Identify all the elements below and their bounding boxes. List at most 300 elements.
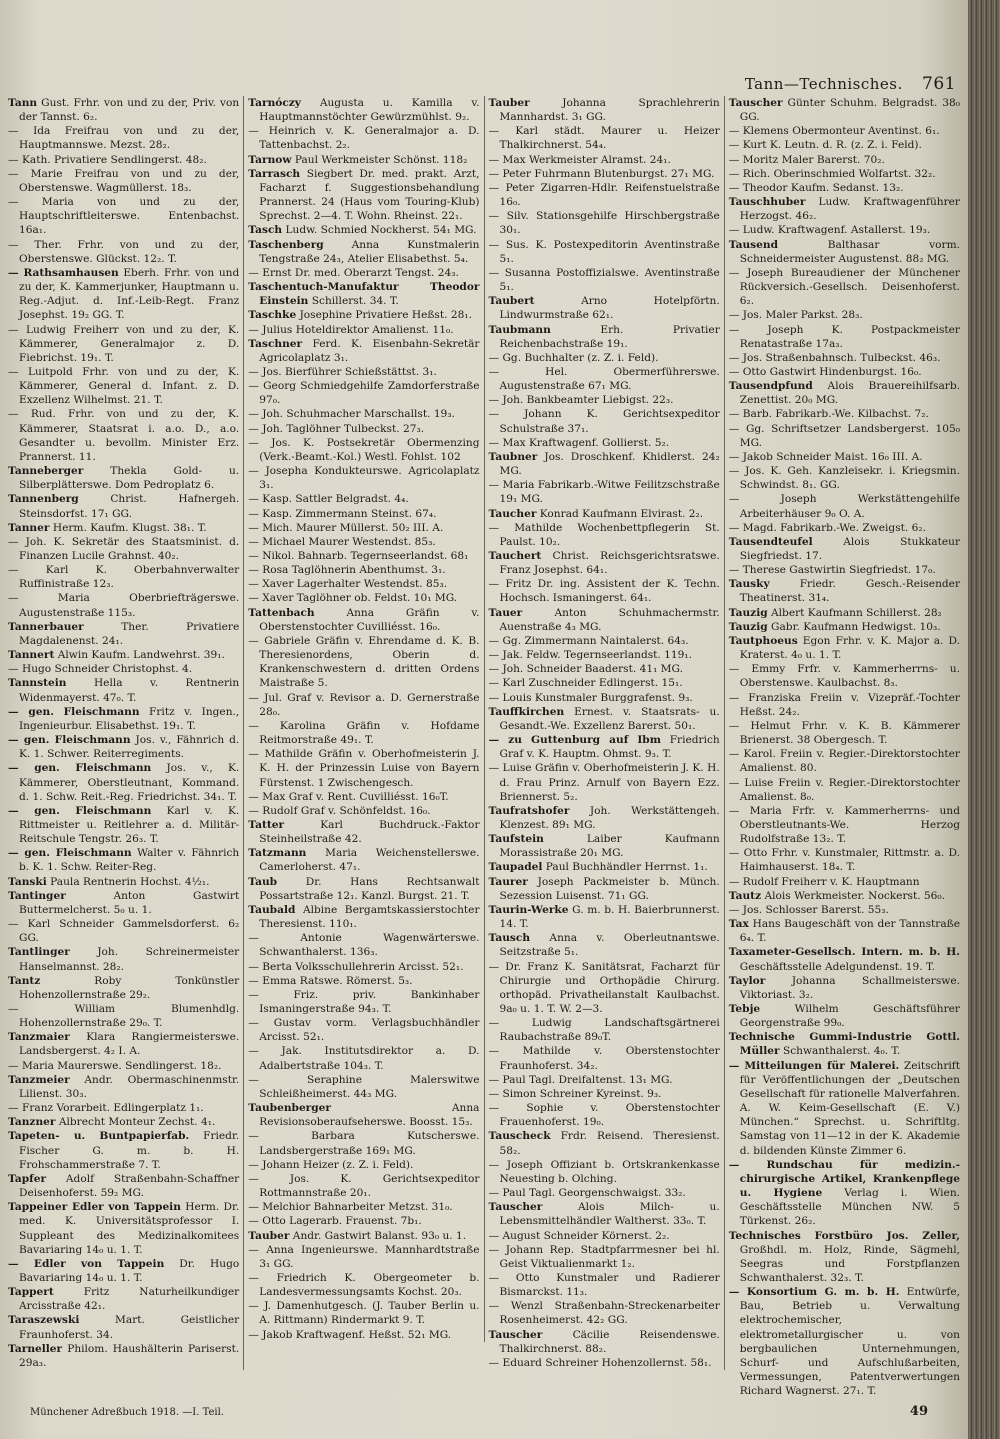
directory-entry xyxy=(248,223,479,237)
entry-name: — xyxy=(728,351,740,364)
directory-entry xyxy=(489,1299,720,1327)
entry-details: Gust. Frhr. von und zu der, Priv. von der Tannst. 6₂. xyxy=(19,97,240,124)
entry-name: — xyxy=(488,663,500,676)
entry-details: Karol. Freiin v. Regier.-Direktorstochter Amalienst. 80. xyxy=(739,748,960,775)
directory-entry xyxy=(729,563,960,577)
entry-name: — xyxy=(8,564,19,577)
entry-name: Taubner xyxy=(488,450,538,463)
entry-details: Heinrich v. K. Generalmajor a. D. Tattenbachst. 2₂. xyxy=(259,125,480,152)
entry-name: — xyxy=(728,167,740,180)
entry-name: — xyxy=(728,309,740,322)
entry-details: Ther. Privatiere Magdalenenst. 24₁. xyxy=(19,620,240,647)
directory-entry xyxy=(729,889,960,903)
entry-details: Peter Zigarren-Hdlr. Reifenstuelstraße 16₀. xyxy=(499,181,720,209)
entry-name: Tarneller xyxy=(8,1342,63,1355)
entry-name: Tax xyxy=(728,918,749,931)
directory-entry xyxy=(8,124,239,152)
entry-details: Walter v. Fähnrich b. K. 1. Schw. Reiter-Reg. xyxy=(19,847,240,874)
entry-details: Johanna Schallmeisterswe. Viktoriast. 3₂. xyxy=(739,974,960,1001)
entry-details: Gg. Schriftsetzer Landsbergerst. 105₀ MG. xyxy=(739,422,960,449)
entry-details: Jul. Graf v. Revisor a. D. Gernerstraße 28₀. xyxy=(259,691,480,718)
directory-entry xyxy=(489,662,720,676)
entry-name: — xyxy=(248,988,259,1001)
entry-details: Karl v. K. Rittmeister u. Reitlehrer a. d. Militär-Reitschule Tengstr. 26₃. T. xyxy=(19,804,240,846)
entry-name: — xyxy=(728,493,740,506)
entry-details: Gustav vorm. Verlagsbuchhändler Arcisst. 52₁. xyxy=(259,1017,480,1044)
directory-entry xyxy=(248,691,479,719)
directory-entry xyxy=(729,407,960,421)
directory-entry xyxy=(8,917,239,945)
entry-details: Kurt K. Leutn. d. R. (z. Z. i. Feld). xyxy=(742,139,922,152)
directory-entry xyxy=(729,662,960,690)
entry-details: Karl städt. Maurer u. Heizer Thalkirchnerst. 54₄. xyxy=(499,125,720,152)
directory-entry xyxy=(489,705,720,733)
entry-name: — xyxy=(248,592,259,605)
entry-details: Josephine Privatiere Heßst. 28₁. xyxy=(299,309,472,322)
entry-name: — xyxy=(248,578,259,591)
entry-details: Fritz Naturheilkundiger Arcisstraße 42₁. xyxy=(19,1286,240,1313)
entry-details: Otto Gastwirt Hindenburgst. 16₀. xyxy=(742,365,922,378)
entry-name: — xyxy=(248,1243,259,1256)
entry-details: Max Werkmeister Alramst. 24₁. xyxy=(502,153,671,166)
directory-entry xyxy=(248,747,479,789)
directory-entry xyxy=(489,294,720,322)
directory-entry xyxy=(489,1087,720,1101)
entry-details: Joh. Taglöhner Tulbeckst. 27₃. xyxy=(262,422,425,435)
directory-entry xyxy=(248,988,479,1016)
entry-details: Paul Tagl. Georgenschwaigst. 33₂. xyxy=(502,1187,686,1200)
directory-entry xyxy=(729,945,960,973)
entry-name: Tanzmaier xyxy=(8,1031,70,1044)
entry-name: Taschner xyxy=(248,337,303,350)
directory-entry xyxy=(729,577,960,605)
entry-name: — xyxy=(248,408,259,421)
directory-entry xyxy=(729,776,960,804)
entry-name: Tauschhuber xyxy=(728,196,806,209)
entry-details: Kasp. Zimmermann Steinst. 67₄. xyxy=(262,507,437,520)
entry-name: — xyxy=(8,1059,19,1072)
entry-name: Tauscher xyxy=(488,1328,543,1341)
entry-name: — Rathsamhausen xyxy=(8,266,119,279)
directory-entry xyxy=(248,96,479,124)
entry-name: — xyxy=(728,748,740,761)
entry-details: Kath. Privatiere Sendlingerst. 48₂. xyxy=(21,153,207,166)
directory-entry xyxy=(248,1271,479,1299)
entry-details: Michael Maurer Westendst. 85₃. xyxy=(262,535,436,548)
entry-details: Arno Hotelpförtn. Lindwurmstraße 62₁. xyxy=(499,295,720,322)
entry-details: Hel. Obermerführerswe. Augustenstraße 67₁ MG. xyxy=(499,365,720,393)
directory-entry xyxy=(8,1073,239,1101)
directory-entry xyxy=(248,1328,479,1342)
entry-name: Technische Gummi-Industrie Gottl. Müller xyxy=(728,1031,960,1058)
entry-details: Antonie Wagenwärterswe. Schwanthalerst. 136₃. xyxy=(259,932,480,959)
entry-name: — xyxy=(248,535,259,548)
directory-entry xyxy=(248,606,479,634)
directory-entry xyxy=(729,1229,960,1286)
entry-details: Alois Milch- u. Lebensmittelhändler Waltherst. 33₀. T. xyxy=(499,1201,720,1228)
entry-name: — xyxy=(248,1045,259,1058)
directory-entry xyxy=(489,153,720,167)
directory-entry xyxy=(489,351,720,365)
entry-name: — xyxy=(488,238,500,251)
entry-details: Magd. Fabrikarb.-We. Zweigst. 6₂. xyxy=(742,521,926,534)
directory-entry xyxy=(8,1257,239,1285)
entry-name: — xyxy=(8,918,19,931)
entry-name: Tebje xyxy=(728,1003,761,1015)
entry-name: — xyxy=(488,1073,500,1086)
entry-name: — xyxy=(248,804,259,817)
entry-details: Fritz Dr. ing. Assistent der K. Techn. Hochsch. Ismaningerst. 64₁. xyxy=(499,578,720,605)
directory-entry xyxy=(248,591,479,605)
entry-details: Mathilde v. Oberstenstochter Fraunhoferst. 34₂. xyxy=(499,1045,720,1072)
directory-entry xyxy=(8,1059,239,1073)
directory-columns xyxy=(4,96,964,1398)
entry-details: Luise Gräfin v. Oberhofmeisterin J. K. H. d. Frau Prinz. Arnulf von Bayern Ezz. Briennerst. 5₂. xyxy=(499,762,720,803)
entry-name: Tausch xyxy=(488,932,531,945)
directory-entry xyxy=(729,691,960,719)
directory-entry xyxy=(8,1002,239,1030)
directory-entry xyxy=(248,492,479,506)
entry-details: Klemens Obermonteur Aventinst. 6₁. xyxy=(742,125,940,138)
entry-details: Emma Ratswe. Römerst. 5₃. xyxy=(262,974,413,987)
entry-details: Joseph Werkstättengehilfe Arbeiterhäuser 9₀ O. A. xyxy=(739,493,960,520)
entry-details: Otto Lagerarb. Frauenst. 7b₁. xyxy=(262,1215,422,1228)
directory-entry xyxy=(8,238,239,266)
entry-details: Mart. Geistlicher Fraunhoferst. 34. xyxy=(19,1314,240,1341)
directory-entry xyxy=(8,1030,239,1058)
entry-name: Taubmann xyxy=(488,323,551,336)
entry-name: Tauzig xyxy=(728,606,768,619)
entry-details: Julius Hoteldirektor Amalienst. 11₀. xyxy=(262,323,454,336)
entry-details: Dr. Hugo Bavariaring 14₀ u. 1. T. xyxy=(19,1257,240,1284)
entry-name: — xyxy=(248,564,259,577)
entry-details: Friedr. Fischer G. m. b. H. Frohschammerstraße 7. T. xyxy=(19,1130,240,1171)
directory-entry xyxy=(8,365,239,407)
entry-name: — xyxy=(8,238,19,251)
entry-details: Berta Volksschullehrerin Arcisst. 52₁. xyxy=(262,960,464,973)
entry-details: Johann Rep. Stadtpfarrmesner bei hl. Geist Viktualienmarkt 1₂. xyxy=(499,1243,720,1270)
directory-entry xyxy=(489,648,720,662)
entry-details: Jos. v., Fähnrich d. K. 1. Schwer. Reiterregiments. xyxy=(19,734,240,761)
entry-name: Tappeiner Edler von Tappein xyxy=(8,1201,181,1214)
entry-details: Frdr. Reisend. Theresienst. 58₂. xyxy=(499,1130,720,1157)
entry-details: Max Kraftwagenf. Gollierst. 5₂. xyxy=(502,436,670,449)
entry-name: — xyxy=(248,1158,259,1171)
directory-entry xyxy=(729,195,960,223)
directory-entry xyxy=(729,1059,960,1158)
directory-entry xyxy=(248,1044,479,1072)
directory-entry xyxy=(8,195,239,237)
entry-details: Wenzl Straßenbahn-Streckenarbeiter Rosenheimerst. 42₂ GG. xyxy=(499,1300,720,1327)
directory-entry xyxy=(489,507,720,521)
entry-name: — xyxy=(728,365,740,378)
entry-details: Friedrich K. Obergeometer b. Landesvermessungsamts Kochst. 20₃. xyxy=(259,1271,480,1299)
entry-name: Tanski xyxy=(8,875,47,888)
directory-entry xyxy=(248,365,479,379)
directory-entry xyxy=(8,1200,239,1257)
entry-name: — xyxy=(488,408,500,421)
entry-details: Rudolf Graf v. Schönfeldst. 16₀. xyxy=(262,804,431,817)
entry-name: Tanneberger xyxy=(8,465,84,478)
entry-name: Tannenberg xyxy=(8,493,79,506)
entry-details: Günter Schuhm. Belgradst. 38₀ GG. xyxy=(739,97,960,124)
directory-entry xyxy=(489,1271,720,1299)
entry-details: Ludw. Kraftwagenführer Herzogst. 46₂. xyxy=(739,196,960,223)
entry-details: Paul Buchhändler Herrnst. 1₁. xyxy=(545,861,708,874)
directory-entry xyxy=(248,407,479,421)
directory-entry xyxy=(8,761,239,803)
entry-details: Karl Buchdruck.-Faktor Steinheilstraße 42. xyxy=(259,818,480,846)
entry-name: Tauber xyxy=(488,97,530,109)
entry-name: Tatter xyxy=(248,818,285,831)
entry-name: — xyxy=(728,776,740,789)
directory-entry xyxy=(248,1243,479,1271)
entry-details: Helmut Frhr. v. K. B. Kämmerer Brienerst. 38 Obergesch. T. xyxy=(739,719,960,747)
entry-name: Tantz xyxy=(8,974,41,987)
directory-entry xyxy=(248,1229,479,1243)
entry-name: Tapfer xyxy=(8,1172,47,1185)
entry-details: Hella v. Rentnerin Widenmayerst. 47₀. T. xyxy=(19,677,240,704)
entry-name: Tauchert xyxy=(488,550,542,562)
entry-name: — xyxy=(488,167,500,180)
directory-entry xyxy=(729,365,960,379)
directory-entry xyxy=(489,549,720,577)
directory-entry xyxy=(248,903,479,931)
entry-details: Maria von und zu der, Hauptschriftleiterswe. Entenbachst. 16a₁. xyxy=(19,196,240,237)
directory-entry xyxy=(8,875,239,889)
entry-name: Tauscher xyxy=(488,1201,543,1214)
entry-name: — gen. Fleischmann xyxy=(8,705,140,718)
entry-name: — xyxy=(248,125,259,138)
entry-name: — xyxy=(488,762,500,775)
directory-entry xyxy=(489,1016,720,1044)
entry-details: Alois Werkmeister. Nockerst. 56₀. xyxy=(764,889,946,902)
running-header xyxy=(0,74,968,96)
directory-entry xyxy=(8,676,239,704)
entry-name: — xyxy=(248,974,259,987)
entry-details: Entwürfe, Bau, Betrieb u. Verwaltung elektrochemischer, elektrometallurgischer u. von bergbaulichen Unternehmungen, Schurf- und Aufschlußarbeiten, Vermessungen, Patentverwertungen Richard Wagnerst. 27₁. T. xyxy=(739,1286,960,1398)
directory-entry xyxy=(489,676,720,690)
entry-details: Jos. K. Gerichtsexpeditor Rottmannstraße 20₁. xyxy=(259,1172,480,1200)
entry-name: — Rundschau für medizin.-chirurgische Artikel, Krankenpflege u. Hygiene xyxy=(728,1158,960,1200)
entry-name: — xyxy=(488,210,500,223)
entry-name: — xyxy=(248,365,259,378)
entry-details: Anton Gastwirt Buttermelcherst. 5₀ u. 1. xyxy=(19,889,240,916)
entry-name: — xyxy=(248,465,259,478)
entry-name: — xyxy=(248,550,259,562)
entry-details: Andr. Obermaschinenmstr. Lilienst. 30₃. xyxy=(19,1073,240,1100)
directory-entry xyxy=(489,407,720,435)
entry-details: Jos. Bierführer Schießstättst. 3₁. xyxy=(262,365,437,378)
entry-name: — xyxy=(488,1243,500,1256)
directory-entry xyxy=(8,846,239,874)
directory-entry xyxy=(248,436,479,464)
directory-entry xyxy=(489,761,720,803)
entry-details: Georg Schmiedgehilfe Zamdorferstraße 97₀. xyxy=(259,380,480,407)
directory-entry xyxy=(489,181,720,209)
entry-name: — xyxy=(248,960,259,973)
entry-name: — xyxy=(248,1300,259,1313)
directory-entry xyxy=(489,266,720,294)
entry-details: Christ. Hafnergeh. Steinsdorfst. 17₁ GG. xyxy=(19,493,240,520)
entry-details: Großhdl. m. Holz, Rinde, Sägmehl, Seegras und Forstpflanzen Schwanthalerst. 32₃. T. xyxy=(739,1243,960,1284)
entry-name: Taschke xyxy=(248,309,297,322)
directory-entry xyxy=(489,960,720,1017)
directory-entry xyxy=(729,606,960,620)
entry-details: Dr. Hans Rechtsanwalt Possartstraße 12₁. Kanzl. Burgst. 21. T. xyxy=(259,875,480,902)
entry-name: — xyxy=(248,1201,259,1214)
entry-details: Xaver Lagerhalter Westendst. 85₃. xyxy=(262,578,448,591)
directory-entry xyxy=(489,365,720,393)
entry-details: Schillerst. 34. T. xyxy=(311,295,399,308)
directory-entry xyxy=(729,96,960,124)
directory-entry xyxy=(729,521,960,535)
directory-entry xyxy=(729,846,960,874)
directory-entry xyxy=(8,153,239,167)
entry-details: Gg. Zimmermann Naintalerst. 64₃. xyxy=(502,634,689,647)
entry-name: Tattenbach xyxy=(248,606,315,619)
directory-entry xyxy=(8,804,239,846)
directory-entry xyxy=(489,1229,720,1243)
entry-details: Gabriele Gräfin v. Ehrendame d. K. B. Theresienordens, Oberin d. Krankenschwestern d. dritten Ordens Maistraße 5. xyxy=(259,634,480,690)
entry-details: Maria Maurerswe. Sendlingerst. 18₂. xyxy=(21,1059,222,1072)
entry-name: — xyxy=(248,380,259,393)
entry-details: Ludw. Kraftwagenf. Astallerst. 19₃. xyxy=(742,224,931,237)
entry-details: Max Graf v. Rent. Cuvilliésst. 16₀T. xyxy=(262,790,449,803)
directory-entry xyxy=(489,1243,720,1271)
directory-entry xyxy=(729,747,960,775)
directory-entry xyxy=(729,1030,960,1058)
entry-name: Tausendteufel xyxy=(728,535,813,548)
entry-details: Josepha Kondukteurswe. Agricolaplatz 3₁. xyxy=(259,465,480,492)
directory-entry xyxy=(248,931,479,959)
entry-details: Alois Brauereihilfsarb. Zenettist. 20₀ MG. xyxy=(739,380,961,407)
directory-entry xyxy=(248,521,479,535)
entry-name: Tauer xyxy=(488,606,523,619)
entry-name: — xyxy=(248,436,259,449)
directory-entry xyxy=(8,492,239,520)
entry-name: — xyxy=(8,1102,19,1115)
entry-details: Gabr. Kaufmann Hedwigst. 10₃. xyxy=(771,620,941,633)
entry-details: Erh. Privatier Reichenbachstraße 19₁. xyxy=(499,323,720,350)
entry-name: — xyxy=(248,493,259,506)
entry-details: Joseph Bureaudiener der Münchener Rückversich.-Gesellsch. Deisenhoferst. 6₂. xyxy=(739,266,960,308)
entry-details: Jak. Institutsdirektor a. D. Adalbertstraße 104₃. T. xyxy=(259,1045,480,1072)
entry-details: Seraphine Malerswitwe Schleißheimerst. 44₃ MG. xyxy=(259,1073,480,1100)
footer-imprint: Münchener Adreßbuch 1918. —I. Teil. xyxy=(30,1407,224,1419)
directory-entry xyxy=(248,280,479,308)
directory-entry xyxy=(729,450,960,464)
directory-entry xyxy=(248,1016,479,1044)
entry-name: Tantinger xyxy=(8,889,66,902)
entry-details: G. m. b. H. Baierbrunnerst. 14. T. xyxy=(499,903,720,931)
directory-entry xyxy=(8,521,239,535)
entry-name: Tarrasch xyxy=(248,167,301,180)
entry-details: Anna Revisionsoberaufseherswe. Boosst. 15₃. xyxy=(259,1102,480,1129)
entry-name: — xyxy=(8,535,19,548)
directory-entry xyxy=(729,266,960,308)
entry-details: Gg. Buchhalter (z. Z. i. Feld). xyxy=(502,351,659,364)
entry-details: Emmy Frfr. v. Kammerherrns- u. Oberstenswe. Kaulbachst. 8₃. xyxy=(739,663,960,690)
directory-entry xyxy=(489,124,720,152)
entry-name: Technisches Forstbüro Jos. Zeller, xyxy=(728,1229,960,1242)
entry-name: — xyxy=(488,1087,500,1100)
entry-details: Dr. Franz K. Sanitätsrat, Facharzt für Chirurgie und Orthopädie Chirurg. orthopäd. Privatheilanstalt Kaulbachst. 9a₀ u. 1. T. W. 2—3. xyxy=(499,960,720,1015)
directory-entry xyxy=(8,535,239,563)
entry-details: Jos. v., K. Kämmerer, Oberstleutnant, Kommand. d. 1. Schw. Reit.-Reg. Friedrichst. 34₁. T. xyxy=(19,762,240,803)
directory-entry xyxy=(729,917,960,945)
entry-name: — xyxy=(488,351,500,364)
entry-details: Sus. K. Postexpeditorin Aventinstraße 5₁. xyxy=(499,238,720,265)
entry-name: — xyxy=(248,790,259,803)
directory-entry xyxy=(489,691,720,705)
entry-details: Susanna Postoffizialswe. Aventinstraße 5₁. xyxy=(499,266,720,294)
entry-name: Taurin-Werke xyxy=(488,903,569,916)
entry-name: Taubert xyxy=(488,295,535,308)
directory-entry xyxy=(8,620,239,648)
entry-name: Taubald xyxy=(248,903,296,916)
entry-name: — Konsortium G. m. b. H. xyxy=(728,1286,900,1299)
directory-entry xyxy=(248,1200,479,1214)
entry-name: — xyxy=(248,266,259,279)
entry-details: Anton Schuhmachermstr. Auenstraße 4₃ MG. xyxy=(499,606,720,633)
directory-entry xyxy=(248,1172,479,1200)
entry-name: — xyxy=(488,960,500,973)
entry-details: Anna Gräfin v. Oberstenstochter Cuvilliésst. 16₀. xyxy=(259,606,480,633)
entry-name: — xyxy=(248,1172,259,1185)
entry-name: — xyxy=(8,408,19,421)
entry-details: Joseph Packmeister b. Münch. Sezession Luisenst. 71₁ GG. xyxy=(499,875,720,902)
directory-entry xyxy=(729,903,960,917)
entry-name: — xyxy=(248,1017,259,1030)
entry-name: — xyxy=(728,181,740,194)
entry-details: Anna Kunstmalerin Tengstraße 24₃, Atelier Elisabethst. 5₄. xyxy=(259,238,480,265)
directory-entry xyxy=(8,1342,239,1370)
entry-name: Tausendpfund xyxy=(728,380,813,393)
directory-entry xyxy=(8,648,239,662)
directory-entry xyxy=(8,464,239,492)
header-title: Tann—Technisches. xyxy=(744,75,903,93)
entry-name: — xyxy=(728,224,740,237)
directory-entry xyxy=(248,846,479,874)
entry-name: — xyxy=(8,592,19,605)
entry-details: Ernst Dr. med. Oberarzt Tengst. 24₃. xyxy=(262,266,459,279)
entry-details: Klara Rangiermeisterswe. Landsbergerst. 4₂ I. A. xyxy=(19,1031,240,1058)
directory-entry xyxy=(489,1186,720,1200)
entry-name: Tausend xyxy=(728,238,778,251)
entry-name: — xyxy=(248,422,259,435)
entry-name: Taschenberg xyxy=(248,238,324,251)
entry-name: Taub xyxy=(248,875,278,888)
entry-details: Maria Fabrikarb.-Witwe Feilitzschstraße 19₁ MG. xyxy=(499,479,720,506)
entry-name: — xyxy=(728,847,740,860)
entry-details: Franz Vorarbeit. Edlingerplatz 1₁. xyxy=(21,1102,204,1115)
entry-name: — xyxy=(728,564,740,577)
entry-name: — xyxy=(488,1102,500,1115)
entry-name: — xyxy=(488,578,500,591)
directory-entry xyxy=(248,167,479,224)
entry-name: — xyxy=(728,691,740,704)
entry-details: Hans Baugeschäft von der Tannstraße 6₄. T. xyxy=(739,918,960,945)
entry-name: Tatzmann xyxy=(248,847,307,860)
entry-name: — xyxy=(488,436,500,449)
entry-details: Kasp. Sattler Belgradst. 4₄. xyxy=(262,493,409,506)
entry-details: Anna Ingenieurswe. Mannhardtstraße 3₁ GG. xyxy=(259,1243,480,1270)
entry-name: — xyxy=(728,521,740,534)
entry-details: Jos. Maler Parkst. 28₃. xyxy=(742,309,863,322)
entry-name: Tauffkirchen xyxy=(488,705,565,718)
directory-entry xyxy=(489,323,720,351)
